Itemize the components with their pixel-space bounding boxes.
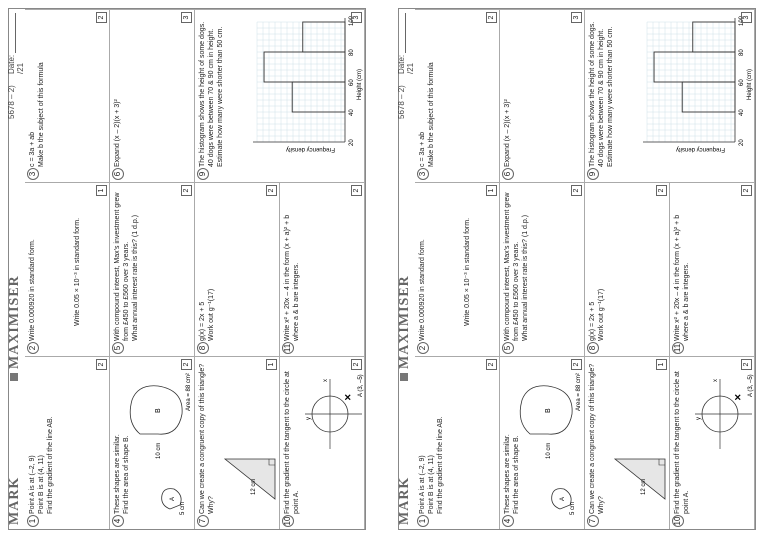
logo-maximiser: MAXIMISER <box>7 275 22 369</box>
question-number: 5 <box>112 342 124 354</box>
question-number: 8 <box>197 342 209 354</box>
shape-b-label: B <box>155 408 162 413</box>
circle-tangent-diagram <box>280 356 365 529</box>
question-number: 2 <box>27 342 39 354</box>
logo-square-icon <box>10 373 18 381</box>
marks-box: 3 <box>741 12 752 23</box>
marks-box: 2 <box>96 359 107 370</box>
question-cell-7[interactable] <box>195 356 280 529</box>
worksheet-copy-b <box>390 0 780 540</box>
marks-box: 2 <box>351 359 362 370</box>
marks-box: 3 <box>351 12 362 23</box>
question-text: Write 0.000920 in standard form. <box>419 239 426 341</box>
question-number: 11 <box>673 343 682 353</box>
marks-box: 2 <box>96 12 107 23</box>
x-axis-label: x <box>713 379 719 382</box>
question-number: 1 <box>417 515 429 527</box>
big-length-label: 10 cm <box>156 442 162 459</box>
question-cell-5[interactable] <box>500 182 585 356</box>
histogram-bar <box>682 82 735 112</box>
triangle-diagram <box>195 356 280 529</box>
question-cell-8[interactable] <box>585 182 670 356</box>
question-text: The histogram shows the height of some dogs. 40 dogs were between 70 & 90 cm in height. Estimate how many were shorter than 50 cm. <box>199 21 224 167</box>
marks-box: 2 <box>571 359 582 370</box>
x-tick-label: 40 <box>739 109 745 116</box>
marks-box: 2 <box>741 185 752 196</box>
rotated-sheet <box>390 0 780 540</box>
question-text: With compound interest, Max's investment grew from £450 to £560 over 3 years. What annual interest rate is this? (1 d.p.) <box>504 192 529 341</box>
question-number: 6 <box>502 168 514 180</box>
question-number: 3 <box>27 168 39 180</box>
brand-header <box>7 9 23 529</box>
question-text: Write x² + 20x – 4 in the form (x + a)² + b where a & b are integers. <box>674 214 690 341</box>
x-tick-label: 100 <box>349 15 355 26</box>
question-number: 4 <box>112 515 124 527</box>
marks-box: 1 <box>486 185 497 196</box>
question-cell-7[interactable] <box>585 356 670 529</box>
question-cell-10[interactable] <box>670 356 755 529</box>
question-number: 9 <box>587 168 599 180</box>
circle-tangent-diagram <box>670 356 755 529</box>
triangle-length-label: 12 cm <box>251 478 257 495</box>
x-axis-label: Height (cm) <box>747 68 753 100</box>
question-text: Expand (x – 2)(x + 3)² <box>114 99 121 167</box>
logo-maximiser: MAXIMISER <box>397 275 412 369</box>
question-cell-11[interactable] <box>670 182 755 356</box>
histogram-bar <box>292 82 345 112</box>
big-length-label: 10 cm <box>546 442 552 459</box>
similar-shapes-diagram <box>110 356 195 529</box>
logo-mark: MARK <box>7 476 22 525</box>
y-axis-label: y <box>696 417 702 420</box>
area-label: Area = 88 cm² <box>186 373 192 411</box>
question-text: g(x) = 2x + 5 Work out g⁻¹(17) <box>589 288 605 341</box>
histogram-bar <box>693 22 735 52</box>
question-text-part-b: Write 0.05 × 10⁻³ in standard form. <box>74 217 81 326</box>
marks-box: 2 <box>266 185 277 196</box>
point-a-marker: ✕ <box>343 393 353 401</box>
marks-box: 2 <box>571 185 582 196</box>
small-length-label: 5 cm <box>570 501 576 515</box>
sheet-code: 5678 – 2) <box>397 85 406 119</box>
point-a-marker: ✕ <box>733 393 743 401</box>
question-number: 8 <box>587 342 599 354</box>
histogram-bar <box>264 52 345 82</box>
question-cell-11[interactable] <box>280 182 365 356</box>
x-axis-label: x <box>323 379 329 382</box>
question-cell-1[interactable] <box>25 356 110 529</box>
small-length-label: 5 cm <box>180 501 186 515</box>
question-cell-6[interactable] <box>500 9 585 182</box>
x-tick-label: 60 <box>349 79 355 86</box>
question-number: 10 <box>673 516 682 526</box>
question-number: 2 <box>417 342 429 354</box>
question-cell-3[interactable] <box>25 9 110 182</box>
question-text-part-b: Write 0.05 × 10⁻³ in standard form. <box>464 217 471 326</box>
marks-box: 3 <box>181 12 192 23</box>
point-a-label: A (3, –5) <box>358 374 364 397</box>
x-tick-label: 80 <box>739 49 745 56</box>
logo-mark: MARK <box>397 476 412 525</box>
point-a-label: A (3, –5) <box>748 374 754 397</box>
question-cell-8[interactable] <box>195 182 280 356</box>
question-text: Find the gradient of the tangent to the circle at point A. <box>284 371 300 514</box>
question-cell-9[interactable] <box>195 9 365 182</box>
question-text: Point A is at (–2, 9) Point B is at (4, 11) Find the gradient of the line AB. <box>419 416 444 514</box>
histogram-bar <box>654 52 735 82</box>
question-cell-10[interactable] <box>280 356 365 529</box>
question-number: 9 <box>197 168 209 180</box>
y-axis-label: Frequency density <box>285 146 335 152</box>
brand-header <box>397 9 413 529</box>
question-number: 10 <box>283 516 292 526</box>
marks-box: 1 <box>96 185 107 196</box>
question-cell-4[interactable] <box>110 356 195 529</box>
y-axis-label: y <box>306 417 312 420</box>
question-text: With compound interest, Max's investment grew from £450 to £560 over 3 years. What annual interest rate is this? (1 d.p.) <box>114 192 139 341</box>
question-text: c = 3a + ab Make b the subject of this formula <box>419 62 435 167</box>
x-tick-label: 20 <box>349 139 355 146</box>
question-cell-4[interactable] <box>500 356 585 529</box>
question-text: Can we create a congruent copy of this triangle? Why? <box>199 363 215 514</box>
question-grid <box>415 9 755 529</box>
question-text: Point A is at (–2, 9) Point B is at (4, 11) Find the gradient of the line AB. <box>29 416 54 514</box>
question-number: 7 <box>587 515 599 527</box>
shape-b-label: B <box>545 408 552 413</box>
marks-box: 2 <box>181 185 192 196</box>
histogram-chart <box>195 9 365 182</box>
question-text: Write 0.000920 in standard form. <box>29 239 36 341</box>
date-field[interactable]: Date: /21 <box>7 9 25 74</box>
marks-box: 2 <box>486 12 497 23</box>
y-axis-label: Frequency density <box>675 146 725 152</box>
question-text: g(x) = 2x + 5 Work out g⁻¹(17) <box>199 288 215 341</box>
question-grid <box>25 9 365 529</box>
triangle-diagram <box>585 356 670 529</box>
question-cell-2[interactable] <box>415 182 500 356</box>
question-number: 5 <box>502 342 514 354</box>
question-cell-5[interactable] <box>110 182 195 356</box>
question-cell-6[interactable] <box>110 9 195 182</box>
sheet-frame <box>8 8 366 530</box>
sheet-frame <box>398 8 756 530</box>
triangle-length-label: 12 cm <box>641 478 647 495</box>
marks-box: 2 <box>486 359 497 370</box>
x-tick-label: 60 <box>739 79 745 86</box>
question-cell-9[interactable] <box>585 9 755 182</box>
question-number: 7 <box>197 515 209 527</box>
sheet-code: 5678 – 2) <box>7 85 16 119</box>
histogram-bar <box>303 22 345 52</box>
marks-box: 2 <box>656 185 667 196</box>
question-cell-3[interactable] <box>415 9 500 182</box>
x-tick-label: 40 <box>349 109 355 116</box>
shape-a-label: A <box>560 496 566 501</box>
question-text: The histogram shows the height of some dogs. 40 dogs were between 70 & 90 cm in height. Estimate how many were shorter than 50 cm. <box>589 21 614 167</box>
marks-box: 1 <box>656 359 667 370</box>
question-text: Find the gradient of the tangent to the circle at point A. <box>674 371 690 514</box>
question-cell-1[interactable] <box>415 356 500 529</box>
marks-box: 2 <box>181 359 192 370</box>
question-number: 11 <box>283 343 292 353</box>
question-text: These shapes are similar. Find the area of shape B. <box>114 434 130 514</box>
question-cell-2[interactable] <box>25 182 110 356</box>
x-axis-label: Height (cm) <box>357 68 363 100</box>
marks-box: 1 <box>266 359 277 370</box>
question-number: 6 <box>112 168 124 180</box>
question-text: Can we create a congruent copy of this triangle? Why? <box>589 363 605 514</box>
question-text: Expand (x – 2)(x + 3)² <box>504 99 511 167</box>
logo-square-icon <box>400 373 408 381</box>
question-number: 1 <box>27 515 39 527</box>
histogram-chart <box>585 9 755 182</box>
question-number: 4 <box>502 515 514 527</box>
question-text: These shapes are similar. Find the area of shape B. <box>504 434 520 514</box>
x-tick-label: 100 <box>739 15 745 26</box>
marks-box: 2 <box>351 185 362 196</box>
question-text: Write x² + 20x – 4 in the form (x + a)² + b where a & b are integers. <box>284 214 300 341</box>
question-text: c = 3a + ab Make b the subject of this formula <box>29 62 45 167</box>
similar-shapes-diagram <box>500 356 585 529</box>
area-label: Area = 88 cm² <box>576 373 582 411</box>
question-number: 3 <box>417 168 429 180</box>
marks-box: 3 <box>571 12 582 23</box>
x-tick-label: 20 <box>739 139 745 146</box>
shape-a-label: A <box>170 496 176 501</box>
date-field[interactable]: Date: /21 <box>397 9 415 74</box>
x-tick-label: 80 <box>349 49 355 56</box>
marks-box: 2 <box>741 359 752 370</box>
